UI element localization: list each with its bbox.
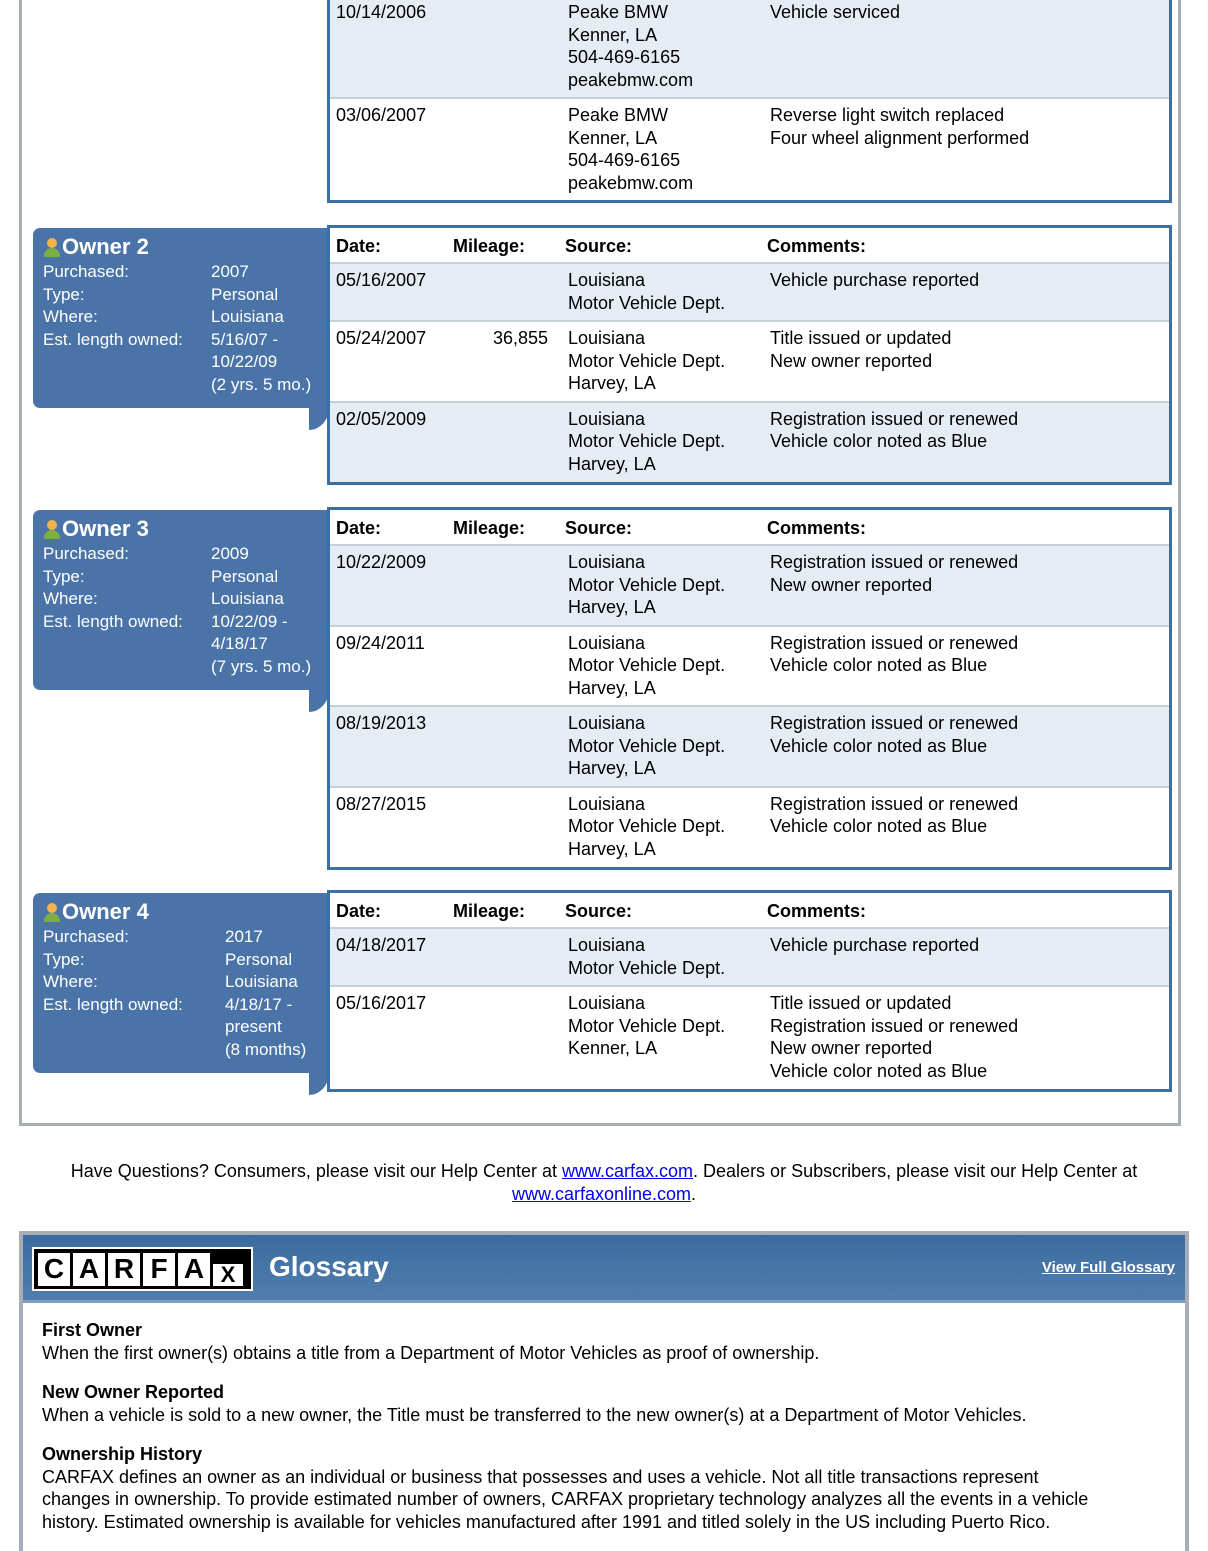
- glossary-definition: [42, 1342, 1185, 1365]
- owner-detail-value: [225, 949, 329, 972]
- record-date: 08/19/2013: [336, 713, 427, 733]
- comment-line: Registration issued or renewed: [770, 408, 1019, 429]
- owner-detail-row: [43, 306, 329, 329]
- owner-detail-label: Purchased:: [43, 927, 129, 946]
- comment-line: New owner reported: [770, 350, 933, 371]
- person-icon-head: [47, 238, 57, 248]
- owner-detail-line: 10/22/09 -: [211, 611, 288, 631]
- logo-letter: X: [213, 1264, 243, 1286]
- record-comments: [770, 104, 1169, 194]
- owner-detail-label: Purchased:: [43, 262, 129, 281]
- definition-line: history. Estimated ownership is available for vehicles manufactured after 1991 and titled solely in the US including Puerto Rico.: [42, 1511, 1051, 1532]
- source-line: Motor Vehicle Dept.: [568, 350, 726, 371]
- glossary-entry: [42, 1319, 1185, 1364]
- record-date: 10/14/2006: [336, 2, 427, 22]
- header-comments: Comments:: [767, 236, 867, 256]
- owner-detail-line: 2017: [225, 927, 263, 946]
- owner-details: [43, 261, 329, 396]
- header-source: Source:: [565, 518, 633, 538]
- source-line: Kenner, LA: [568, 1038, 658, 1058]
- definition-line: When a vehicle is sold to a new owner, the Title must be transferred to the new owner(s) at a Department of Motor Vehicles.: [42, 1404, 1027, 1425]
- source-line: Louisiana: [568, 270, 646, 290]
- owner-detail-row: [43, 329, 329, 397]
- header-date: Date:: [336, 901, 382, 921]
- panel-tail: [309, 690, 329, 712]
- owner-detail-label: Est. length owned:: [43, 611, 183, 631]
- owner-detail-line: Personal: [211, 566, 279, 586]
- owner-panel: [33, 893, 329, 1073]
- source-line: Harvey, LA: [568, 453, 656, 474]
- owner-history-table: [327, 225, 1172, 485]
- table-header: [330, 893, 1169, 929]
- record-date: 05/16/2017: [336, 993, 427, 1013]
- owner-panel: [33, 228, 329, 408]
- carfax-help-link[interactable]: www.carfax.com: [562, 1161, 694, 1181]
- comment-line: Vehicle color noted as Blue: [770, 655, 988, 675]
- comment-line: Title issued or updated: [770, 993, 952, 1013]
- record-mileage: [456, 934, 568, 979]
- owner-detail-line: 2007: [211, 262, 249, 281]
- comment-line: Registration issued or renewed: [770, 713, 1019, 733]
- definition-line: When the first owner(s) obtains a title from a Department of Motor Vehicles as proof of ownership.: [42, 1342, 820, 1363]
- source-line: Harvey, LA: [568, 373, 656, 393]
- comment-line: Registration issued or renewed: [770, 552, 1019, 572]
- owner-1-history-table: [327, 0, 1172, 203]
- owner-title-text: Owner 4: [62, 899, 149, 924]
- record-mileage: [456, 712, 568, 780]
- table-row: [330, 99, 1169, 200]
- record-source: [568, 793, 770, 861]
- header-date: Date:: [336, 236, 382, 256]
- owner-detail-row: [43, 566, 329, 589]
- record-mileage: [456, 793, 568, 861]
- record-date: 05/16/2007: [336, 270, 427, 290]
- record-comments: [770, 327, 1169, 395]
- help-text-suffix: .: [691, 1183, 697, 1204]
- panel-tail: [309, 408, 329, 430]
- source-line: 504-469-6165: [568, 150, 681, 170]
- table-header: [330, 510, 1169, 546]
- owner-title-text: Owner 3: [62, 516, 149, 541]
- record-date: 08/27/2015: [336, 793, 427, 814]
- owner-detail-line: (2 yrs. 5 mo.): [211, 374, 312, 394]
- source-line: Motor Vehicle Dept.: [568, 735, 726, 756]
- comment-line: Reverse light switch replaced: [770, 105, 1005, 125]
- comment-line: Registration issued or renewed: [770, 793, 1019, 814]
- owner-detail-row: [43, 543, 329, 566]
- source-line: Louisiana: [568, 552, 646, 572]
- glossary-section: [19, 1231, 1189, 1551]
- carfax-logo: [32, 1247, 253, 1291]
- person-icon-body: [44, 913, 60, 922]
- glossary-entry: [42, 1381, 1185, 1426]
- definition-line: changes in ownership. To provide estimated number of owners, CARFAX proprietary technology analyzes all the events in a vehicle: [42, 1489, 1089, 1509]
- table-header: [330, 228, 1169, 264]
- owner-detail-line: Louisiana: [211, 307, 284, 326]
- owner-detail-line: (8 months): [225, 1039, 307, 1059]
- record-source: [568, 269, 770, 314]
- source-line: Harvey, LA: [568, 597, 656, 617]
- owner-detail-label: Type:: [43, 949, 85, 969]
- table-row: [330, 546, 1169, 627]
- owner-detail-row: [43, 261, 329, 284]
- source-line: Motor Vehicle Dept.: [568, 957, 726, 978]
- record-source: [568, 632, 770, 700]
- owner-detail-value: [225, 926, 329, 949]
- owner-detail-value: [211, 566, 329, 589]
- owner-detail-label: Where:: [43, 307, 98, 326]
- owner-detail-line: Louisiana: [211, 589, 284, 608]
- record-source: [568, 712, 770, 780]
- source-line: Motor Vehicle Dept.: [568, 292, 726, 313]
- source-line: peakebmw.com: [568, 69, 694, 90]
- comment-line: New owner reported: [770, 1038, 933, 1058]
- comment-line: Four wheel alignment performed: [770, 127, 1030, 148]
- record-source: [568, 1, 770, 91]
- glossary-term: New Owner Reported: [42, 1382, 225, 1402]
- comment-line: Vehicle color noted as Blue: [770, 735, 988, 756]
- owner-detail-row: [43, 611, 329, 679]
- person-icon-head: [47, 903, 57, 913]
- owner-detail-value: [225, 971, 329, 994]
- owner-detail-line: Personal: [211, 284, 279, 304]
- header-comments: Comments:: [767, 901, 867, 921]
- owner-detail-value: [225, 994, 329, 1062]
- source-line: Motor Vehicle Dept.: [568, 431, 726, 451]
- record-comments: [770, 551, 1169, 619]
- comment-line: New owner reported: [770, 574, 933, 595]
- logo-letter: A: [73, 1253, 105, 1286]
- definition-line: CARFAX defines an owner as an individual or business that possesses and uses a vehicle. Not all title transactions represent: [42, 1466, 1039, 1487]
- owner-details: [43, 543, 329, 678]
- panel-tail: [309, 1073, 329, 1095]
- help-text-prefix: Have Questions? Consumers, please visit our Help Center at: [70, 1161, 562, 1181]
- record-date: 04/18/2017: [336, 935, 427, 955]
- source-line: Harvey, LA: [568, 758, 656, 778]
- person-icon-head: [47, 520, 57, 530]
- table-row: [330, 929, 1169, 987]
- source-line: Motor Vehicle Dept.: [568, 655, 726, 675]
- comment-line: Title issued or updated: [770, 328, 952, 348]
- owner-detail-line: 5/16/07 -: [211, 329, 279, 349]
- record-comments: [770, 1, 1169, 91]
- owner-title: [43, 234, 329, 260]
- glossary-title: Glossary: [269, 1251, 389, 1282]
- record-source: [568, 934, 770, 979]
- table-row: [330, 403, 1169, 482]
- owner-detail-label: Where:: [43, 589, 98, 608]
- help-center-text: [0, 1160, 1208, 1205]
- source-line: Motor Vehicle Dept.: [568, 574, 726, 595]
- owner-history-table: [327, 890, 1172, 1092]
- comment-line: Registration issued or renewed: [770, 632, 1019, 653]
- source-line: Peake BMW: [568, 105, 669, 125]
- record-comments: [770, 934, 1169, 979]
- owner-detail-label: Type:: [43, 284, 85, 304]
- record-comments: [770, 793, 1169, 861]
- source-line: Louisiana: [568, 793, 646, 814]
- owner-history-table: [327, 507, 1172, 870]
- header-comments: Comments:: [767, 518, 867, 538]
- record-comments: [770, 269, 1169, 314]
- source-line: Motor Vehicle Dept.: [568, 816, 726, 836]
- owner-detail-value: [211, 329, 329, 397]
- person-icon-body: [44, 248, 60, 257]
- source-line: Louisiana: [568, 632, 646, 653]
- glossary-definition: [42, 1466, 1185, 1534]
- comment-line: Vehicle color noted as Blue: [770, 431, 988, 451]
- record-mileage: [456, 269, 568, 314]
- header-date: Date:: [336, 518, 382, 538]
- owner-detail-value: [211, 543, 329, 566]
- source-line: 504-469-6165: [568, 47, 681, 67]
- owner-detail-row: [43, 588, 329, 611]
- glossary-entry: [42, 1443, 1185, 1533]
- person-icon: [43, 518, 61, 540]
- header-mileage: Mileage:: [453, 518, 526, 538]
- person-icon-body: [44, 530, 60, 539]
- owner-detail-label: Where:: [43, 972, 98, 991]
- logo-letter: R: [108, 1253, 140, 1286]
- owner-detail-label: Type:: [43, 566, 85, 586]
- record-mileage: [456, 992, 568, 1083]
- owner-title: [43, 899, 329, 925]
- owner-title: [43, 516, 329, 542]
- glossary-term: First Owner: [42, 1320, 143, 1340]
- owner-detail-label: Purchased:: [43, 544, 129, 563]
- owner-title-text: Owner 2: [62, 234, 149, 259]
- record-mileage: 36,855: [492, 328, 548, 348]
- view-full-glossary-link[interactable]: View Full Glossary: [1041, 1259, 1175, 1276]
- glossary-body: [23, 1303, 1185, 1533]
- header-source: Source:: [565, 236, 633, 256]
- help-text-middle: . Dealers or Subscribers, please visit our Help Center at: [693, 1161, 1138, 1181]
- owner-detail-line: Personal: [225, 949, 293, 969]
- record-date: 05/24/2007: [336, 328, 427, 348]
- record-source: [568, 992, 770, 1083]
- glossary-definition: [42, 1404, 1185, 1427]
- source-line: Louisiana: [568, 328, 646, 348]
- record-source: [568, 408, 770, 476]
- person-icon: [43, 236, 61, 258]
- table-row: [330, 264, 1169, 322]
- comment-line: Registration issued or renewed: [770, 1015, 1019, 1036]
- logo-letter: F: [143, 1253, 175, 1286]
- owner-detail-line: Louisiana: [225, 972, 298, 991]
- source-line: Harvey, LA: [568, 838, 656, 859]
- record-date: 10/22/2009: [336, 552, 427, 572]
- owner-detail-line: 4/18/17: [211, 634, 268, 653]
- owner-detail-line: present: [225, 1017, 282, 1036]
- record-comments: [770, 632, 1169, 700]
- comment-line: Vehicle purchase reported: [770, 935, 980, 955]
- table-row: [330, 322, 1169, 403]
- owner-detail-line: 10/22/09: [211, 352, 278, 371]
- record-source: [568, 551, 770, 619]
- record-mileage: [456, 632, 568, 700]
- record-comments: [770, 992, 1169, 1083]
- person-icon: [43, 901, 61, 923]
- owner-detail-value: [211, 261, 329, 284]
- record-date: 03/06/2007: [336, 105, 427, 125]
- owner-detail-row: [43, 949, 329, 972]
- owner-detail-value: [211, 306, 329, 329]
- owner-details: [43, 926, 329, 1061]
- logo-letter: C: [38, 1253, 70, 1286]
- header-mileage: Mileage:: [453, 236, 526, 256]
- owner-panel: [33, 510, 329, 690]
- record-mileage: [456, 104, 568, 194]
- comment-line: Vehicle color noted as Blue: [770, 816, 988, 836]
- comment-line: Vehicle serviced: [770, 2, 901, 22]
- owner-detail-row: [43, 284, 329, 307]
- owner-detail-label: Est. length owned:: [43, 994, 183, 1014]
- table-row: [330, 0, 1169, 99]
- owner-detail-value: [211, 284, 329, 307]
- owner-detail-value: [211, 588, 329, 611]
- source-line: Louisiana: [568, 935, 646, 955]
- carfaxonline-help-link[interactable]: www.carfaxonline.com: [511, 1183, 692, 1204]
- table-row: [330, 627, 1169, 708]
- record-comments: [770, 408, 1169, 476]
- owner-detail-label: Est. length owned:: [43, 329, 183, 349]
- logo-letter: A: [178, 1253, 210, 1286]
- comment-line: Vehicle purchase reported: [770, 270, 980, 290]
- source-line: Kenner, LA: [568, 127, 658, 148]
- source-line: Louisiana: [568, 408, 646, 429]
- source-line: peakebmw.com: [568, 172, 694, 193]
- owner-detail-line: 2009: [211, 544, 249, 563]
- source-line: Kenner, LA: [568, 24, 658, 45]
- owner-detail-line: (7 yrs. 5 mo.): [211, 656, 312, 676]
- record-date: 02/05/2009: [336, 408, 427, 429]
- comment-line: Vehicle color noted as Blue: [770, 1060, 988, 1081]
- source-line: Louisiana: [568, 993, 646, 1013]
- record-source: [568, 104, 770, 194]
- table-row: [330, 987, 1169, 1089]
- record-source: [568, 327, 770, 395]
- source-line: Louisiana: [568, 713, 646, 733]
- owner-detail-value: [211, 611, 329, 679]
- header-source: Source:: [565, 901, 633, 921]
- owner-detail-line: 4/18/17 -: [225, 994, 293, 1014]
- record-comments: [770, 712, 1169, 780]
- source-line: Harvey, LA: [568, 677, 656, 698]
- owner-detail-row: [43, 994, 329, 1062]
- source-line: Motor Vehicle Dept.: [568, 1015, 726, 1036]
- record-mileage: [456, 1, 568, 91]
- table-row: [330, 788, 1169, 867]
- header-mileage: Mileage:: [453, 901, 526, 921]
- glossary-header: [23, 1235, 1185, 1303]
- record-mileage: [456, 551, 568, 619]
- source-line: Peake BMW: [568, 2, 669, 22]
- record-date: 09/24/2011: [336, 632, 425, 653]
- owner-detail-row: [43, 926, 329, 949]
- owner-detail-row: [43, 971, 329, 994]
- glossary-term: Ownership History: [42, 1444, 203, 1464]
- record-mileage: [456, 408, 568, 476]
- table-row: [330, 707, 1169, 788]
